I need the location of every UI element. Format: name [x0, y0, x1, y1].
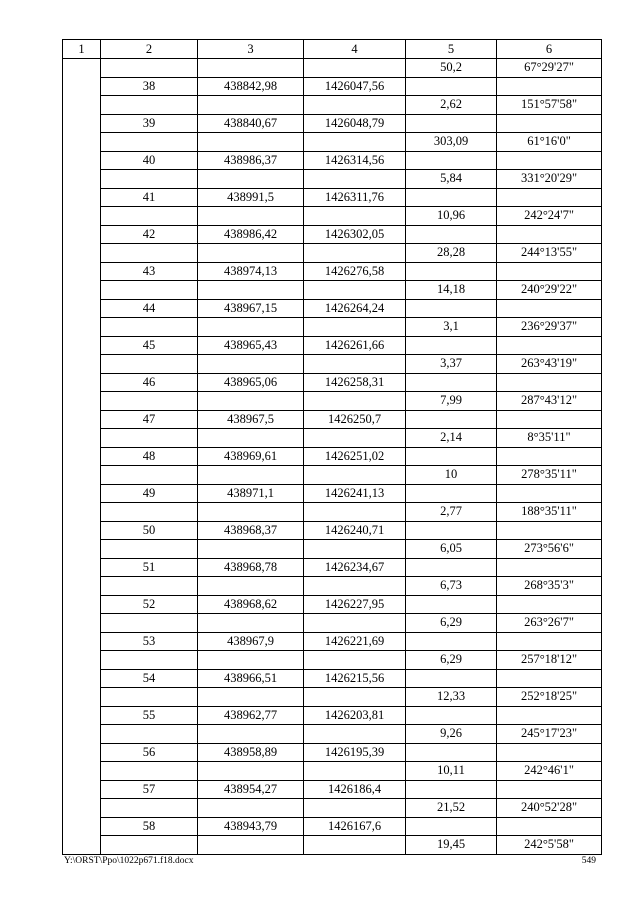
y-coordinate-cell: 1426240,71: [304, 521, 406, 540]
point-number-cell: 40: [101, 151, 198, 170]
x-coordinate-cell: 438967,15: [198, 299, 304, 318]
table-row: [63, 706, 602, 725]
point-number-cell: [101, 836, 198, 855]
x-coordinate-cell: [198, 651, 304, 670]
table-row: [63, 318, 602, 337]
x-coordinate-cell: [198, 318, 304, 337]
x-coordinate-cell: 438965,43: [198, 336, 304, 355]
distance-cell: 10: [406, 466, 497, 485]
x-coordinate-cell: [198, 133, 304, 152]
table-row: [63, 743, 602, 762]
point-number-cell: 48: [101, 447, 198, 466]
point-number-cell: [101, 170, 198, 189]
distance-cell: 6,73: [406, 577, 497, 596]
angle-cell: [497, 595, 602, 614]
y-coordinate-cell: 1426311,76: [304, 188, 406, 207]
footer-file-path: Y:\ORST\Ppo\1022p671.f18.docx: [64, 856, 194, 866]
angle-cell: [497, 447, 602, 466]
x-coordinate-cell: 438943,79: [198, 817, 304, 836]
table-row: [63, 410, 602, 429]
angle-cell: 263°43'19": [497, 355, 602, 374]
table-row: [63, 503, 602, 522]
distance-cell: 3,37: [406, 355, 497, 374]
y-coordinate-cell: 1426221,69: [304, 632, 406, 651]
point-number-cell: [101, 762, 198, 781]
x-coordinate-cell: 438986,42: [198, 225, 304, 244]
distance-cell: [406, 114, 497, 133]
y-coordinate-cell: [304, 59, 406, 78]
distance-cell: [406, 373, 497, 392]
angle-cell: [497, 299, 602, 318]
distance-cell: [406, 299, 497, 318]
angle-cell: 236°29'37": [497, 318, 602, 337]
point-number-cell: [101, 244, 198, 263]
table-row: [63, 558, 602, 577]
angle-cell: [497, 558, 602, 577]
distance-cell: [406, 77, 497, 96]
y-coordinate-cell: [304, 466, 406, 485]
x-coordinate-cell: [198, 799, 304, 818]
point-number-cell: 55: [101, 706, 198, 725]
x-coordinate-cell: [198, 392, 304, 411]
distance-cell: [406, 151, 497, 170]
y-coordinate-cell: 1426167,6: [304, 817, 406, 836]
y-coordinate-cell: 1426251,02: [304, 447, 406, 466]
table-row: [63, 355, 602, 374]
table-row: [63, 632, 602, 651]
point-number-cell: 52: [101, 595, 198, 614]
x-coordinate-cell: 438966,51: [198, 669, 304, 688]
point-number-cell: [101, 688, 198, 707]
point-number-cell: 39: [101, 114, 198, 133]
point-number-cell: [101, 540, 198, 559]
x-coordinate-cell: 438968,78: [198, 558, 304, 577]
angle-cell: 151°57'58": [497, 96, 602, 115]
distance-cell: [406, 262, 497, 281]
angle-cell: 331°20'29": [497, 170, 602, 189]
header-col-6: 6: [497, 40, 602, 59]
point-number-cell: [101, 281, 198, 300]
angle-cell: [497, 151, 602, 170]
y-coordinate-cell: [304, 614, 406, 633]
y-coordinate-cell: [304, 762, 406, 781]
table-row: [63, 614, 602, 633]
coordinates-table: [62, 39, 602, 855]
distance-cell: 5,84: [406, 170, 497, 189]
angle-cell: [497, 410, 602, 429]
distance-cell: [406, 780, 497, 799]
y-coordinate-cell: [304, 651, 406, 670]
distance-cell: 9,26: [406, 725, 497, 744]
table-row: [63, 817, 602, 836]
angle-cell: 67°29'27": [497, 59, 602, 78]
distance-cell: [406, 410, 497, 429]
merged-col-1-cell: [63, 59, 101, 855]
distance-cell: 50,2: [406, 59, 497, 78]
angle-cell: 242°24'7": [497, 207, 602, 226]
distance-cell: 2,62: [406, 96, 497, 115]
y-coordinate-cell: [304, 207, 406, 226]
x-coordinate-cell: 438974,13: [198, 262, 304, 281]
point-number-cell: 43: [101, 262, 198, 281]
point-number-cell: [101, 503, 198, 522]
point-number-cell: 51: [101, 558, 198, 577]
y-coordinate-cell: 1426047,56: [304, 77, 406, 96]
angle-cell: 245°17'23": [497, 725, 602, 744]
distance-cell: [406, 225, 497, 244]
angle-cell: [497, 114, 602, 133]
table-row: [63, 669, 602, 688]
table-row: [63, 262, 602, 281]
distance-cell: [406, 484, 497, 503]
x-coordinate-cell: 438971,1: [198, 484, 304, 503]
point-number-cell: 46: [101, 373, 198, 392]
y-coordinate-cell: [304, 355, 406, 374]
table-row: [63, 521, 602, 540]
table-row: [63, 77, 602, 96]
x-coordinate-cell: 438840,67: [198, 114, 304, 133]
y-coordinate-cell: 1426215,56: [304, 669, 406, 688]
y-coordinate-cell: [304, 688, 406, 707]
header-col-4: 4: [304, 40, 406, 59]
distance-cell: [406, 521, 497, 540]
distance-cell: 12,33: [406, 688, 497, 707]
table-header-row: [63, 40, 602, 59]
y-coordinate-cell: 1426234,67: [304, 558, 406, 577]
table-row: [63, 651, 602, 670]
x-coordinate-cell: [198, 59, 304, 78]
y-coordinate-cell: 1426261,66: [304, 336, 406, 355]
point-number-cell: 45: [101, 336, 198, 355]
table-row: [63, 96, 602, 115]
y-coordinate-cell: [304, 318, 406, 337]
distance-cell: 7,99: [406, 392, 497, 411]
distance-cell: [406, 743, 497, 762]
x-coordinate-cell: 438969,61: [198, 447, 304, 466]
y-coordinate-cell: 1426264,24: [304, 299, 406, 318]
x-coordinate-cell: [198, 207, 304, 226]
y-coordinate-cell: [304, 540, 406, 559]
point-number-cell: 58: [101, 817, 198, 836]
angle-cell: [497, 817, 602, 836]
y-coordinate-cell: [304, 133, 406, 152]
distance-cell: 14,18: [406, 281, 497, 300]
point-number-cell: 57: [101, 780, 198, 799]
x-coordinate-cell: [198, 688, 304, 707]
x-coordinate-cell: [198, 503, 304, 522]
table-row: [63, 577, 602, 596]
x-coordinate-cell: 438958,89: [198, 743, 304, 762]
point-number-cell: 54: [101, 669, 198, 688]
point-number-cell: [101, 59, 198, 78]
distance-cell: 6,29: [406, 651, 497, 670]
distance-cell: 3,1: [406, 318, 497, 337]
distance-cell: [406, 558, 497, 577]
distance-cell: 19,45: [406, 836, 497, 855]
table-row: [63, 170, 602, 189]
y-coordinate-cell: [304, 96, 406, 115]
table-row: [63, 484, 602, 503]
table-row: [63, 59, 602, 78]
distance-cell: [406, 669, 497, 688]
angle-cell: [497, 669, 602, 688]
y-coordinate-cell: [304, 429, 406, 448]
y-coordinate-cell: [304, 281, 406, 300]
header-col-2: 2: [101, 40, 198, 59]
point-number-cell: 42: [101, 225, 198, 244]
distance-cell: 303,09: [406, 133, 497, 152]
table-row: [63, 151, 602, 170]
x-coordinate-cell: [198, 577, 304, 596]
distance-cell: 6,05: [406, 540, 497, 559]
y-coordinate-cell: [304, 170, 406, 189]
distance-cell: 6,29: [406, 614, 497, 633]
angle-cell: [497, 77, 602, 96]
distance-cell: 28,28: [406, 244, 497, 263]
angle-cell: 61°16'0": [497, 133, 602, 152]
y-coordinate-cell: 1426302,05: [304, 225, 406, 244]
point-number-cell: 56: [101, 743, 198, 762]
distance-cell: 2,77: [406, 503, 497, 522]
x-coordinate-cell: [198, 762, 304, 781]
distance-cell: [406, 595, 497, 614]
table-row: [63, 336, 602, 355]
y-coordinate-cell: [304, 725, 406, 744]
point-number-cell: [101, 577, 198, 596]
y-coordinate-cell: 1426276,58: [304, 262, 406, 281]
table-row: [63, 207, 602, 226]
table-row: [63, 244, 602, 263]
point-number-cell: [101, 799, 198, 818]
y-coordinate-cell: [304, 503, 406, 522]
table-row: [63, 429, 602, 448]
x-coordinate-cell: [198, 170, 304, 189]
angle-cell: 257°18'12": [497, 651, 602, 670]
header-col-5: 5: [406, 40, 497, 59]
point-number-cell: 50: [101, 521, 198, 540]
angle-cell: [497, 188, 602, 207]
y-coordinate-cell: [304, 799, 406, 818]
point-number-cell: [101, 725, 198, 744]
point-number-cell: [101, 466, 198, 485]
table-row: [63, 188, 602, 207]
x-coordinate-cell: [198, 540, 304, 559]
x-coordinate-cell: [198, 96, 304, 115]
y-coordinate-cell: 1426314,56: [304, 151, 406, 170]
point-number-cell: 49: [101, 484, 198, 503]
point-number-cell: [101, 207, 198, 226]
table-row: [63, 281, 602, 300]
point-number-cell: [101, 133, 198, 152]
x-coordinate-cell: 438954,27: [198, 780, 304, 799]
angle-cell: 252°18'25": [497, 688, 602, 707]
table-row: [63, 114, 602, 133]
point-number-cell: [101, 429, 198, 448]
angle-cell: [497, 743, 602, 762]
x-coordinate-cell: 438967,9: [198, 632, 304, 651]
angle-cell: 244°13'55": [497, 244, 602, 263]
y-coordinate-cell: 1426241,13: [304, 484, 406, 503]
angle-cell: [497, 632, 602, 651]
y-coordinate-cell: [304, 836, 406, 855]
angle-cell: 242°5'58": [497, 836, 602, 855]
x-coordinate-cell: [198, 244, 304, 263]
header-col-3: 3: [198, 40, 304, 59]
angle-cell: 268°35'3": [497, 577, 602, 596]
point-number-cell: 41: [101, 188, 198, 207]
distance-cell: [406, 447, 497, 466]
distance-cell: [406, 188, 497, 207]
x-coordinate-cell: 438842,98: [198, 77, 304, 96]
y-coordinate-cell: 1426203,81: [304, 706, 406, 725]
point-number-cell: 53: [101, 632, 198, 651]
distance-cell: [406, 706, 497, 725]
header-col-1: 1: [63, 40, 101, 59]
distance-cell: [406, 817, 497, 836]
angle-cell: 188°35'11": [497, 503, 602, 522]
table-row: [63, 466, 602, 485]
x-coordinate-cell: 438965,06: [198, 373, 304, 392]
angle-cell: 240°52'28": [497, 799, 602, 818]
point-number-cell: [101, 651, 198, 670]
table-row: [63, 725, 602, 744]
point-number-cell: [101, 96, 198, 115]
angle-cell: [497, 706, 602, 725]
angle-cell: [497, 521, 602, 540]
angle-cell: [497, 262, 602, 281]
angle-cell: [497, 373, 602, 392]
table-row: [63, 299, 602, 318]
y-coordinate-cell: 1426048,79: [304, 114, 406, 133]
x-coordinate-cell: [198, 466, 304, 485]
x-coordinate-cell: 438968,62: [198, 595, 304, 614]
angle-cell: 242°46'1": [497, 762, 602, 781]
table-row: [63, 799, 602, 818]
x-coordinate-cell: 438962,77: [198, 706, 304, 725]
angle-cell: [497, 780, 602, 799]
y-coordinate-cell: 1426186,4: [304, 780, 406, 799]
x-coordinate-cell: [198, 281, 304, 300]
table-row: [63, 540, 602, 559]
x-coordinate-cell: 438968,37: [198, 521, 304, 540]
point-number-cell: 47: [101, 410, 198, 429]
angle-cell: 273°56'6": [497, 540, 602, 559]
table-row: [63, 595, 602, 614]
distance-cell: 10,11: [406, 762, 497, 781]
point-number-cell: 44: [101, 299, 198, 318]
angle-cell: 240°29'22": [497, 281, 602, 300]
table-row: [63, 836, 602, 855]
distance-cell: 21,52: [406, 799, 497, 818]
y-coordinate-cell: 1426258,31: [304, 373, 406, 392]
table-row: [63, 780, 602, 799]
x-coordinate-cell: 438967,5: [198, 410, 304, 429]
distance-cell: 2,14: [406, 429, 497, 448]
x-coordinate-cell: [198, 355, 304, 374]
table-row: [63, 688, 602, 707]
angle-cell: 263°26'7": [497, 614, 602, 633]
y-coordinate-cell: 1426227,95: [304, 595, 406, 614]
x-coordinate-cell: [198, 429, 304, 448]
angle-cell: [497, 484, 602, 503]
table-row: [63, 762, 602, 781]
distance-cell: 10,96: [406, 207, 497, 226]
y-coordinate-cell: 1426250,7: [304, 410, 406, 429]
point-number-cell: 38: [101, 77, 198, 96]
table-row: [63, 447, 602, 466]
point-number-cell: [101, 355, 198, 374]
y-coordinate-cell: [304, 244, 406, 263]
table-row: [63, 373, 602, 392]
angle-cell: 8°35'11": [497, 429, 602, 448]
x-coordinate-cell: [198, 725, 304, 744]
y-coordinate-cell: 1426195,39: [304, 743, 406, 762]
table-row: [63, 392, 602, 411]
x-coordinate-cell: [198, 836, 304, 855]
table-body: [63, 59, 602, 855]
x-coordinate-cell: [198, 614, 304, 633]
x-coordinate-cell: 438991,5: [198, 188, 304, 207]
y-coordinate-cell: [304, 392, 406, 411]
angle-cell: 287°43'12": [497, 392, 602, 411]
point-number-cell: [101, 614, 198, 633]
table-row: [63, 225, 602, 244]
page-number: 549: [581, 856, 596, 866]
angle-cell: 278°35'11": [497, 466, 602, 485]
distance-cell: [406, 632, 497, 651]
angle-cell: [497, 225, 602, 244]
table-row: [63, 133, 602, 152]
point-number-cell: [101, 318, 198, 337]
y-coordinate-cell: [304, 577, 406, 596]
angle-cell: [497, 336, 602, 355]
point-number-cell: [101, 392, 198, 411]
x-coordinate-cell: 438986,37: [198, 151, 304, 170]
distance-cell: [406, 336, 497, 355]
